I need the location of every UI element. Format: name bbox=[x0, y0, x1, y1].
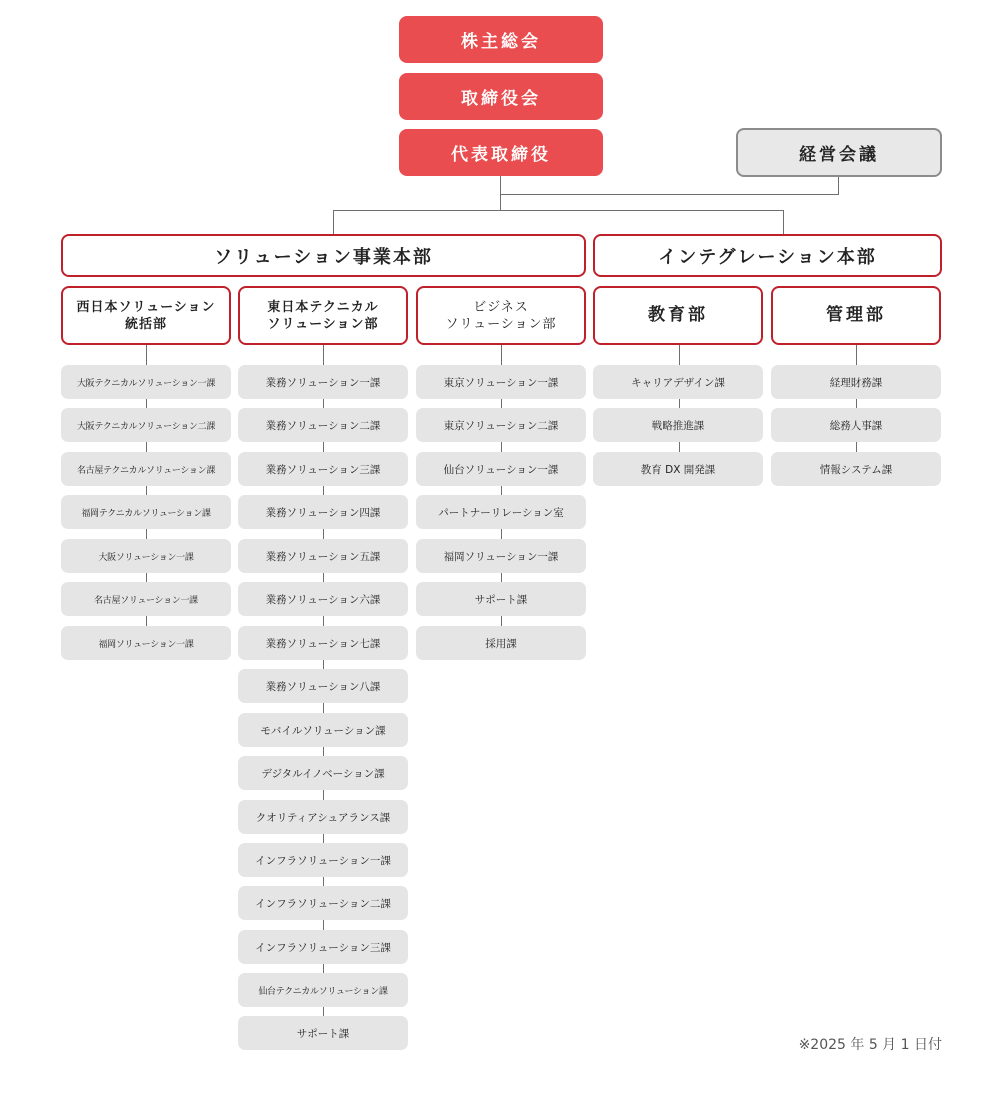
unit-east-12: インフラソリューション一課 bbox=[238, 843, 408, 877]
unit-east-10: デジタルイノベーション課 bbox=[238, 756, 408, 790]
east-japan-department-box bbox=[238, 286, 408, 345]
unit-business-1: 東京ソリューション一課 bbox=[416, 365, 586, 399]
connector-trunk bbox=[500, 176, 501, 210]
west-japan-department-line1: 西日本ソリューション bbox=[76, 299, 216, 315]
ceo-box: 代表取締役 bbox=[399, 129, 603, 176]
unit-west-3: 名古屋テクニカルソリューション課 bbox=[61, 452, 231, 486]
unit-east-1: 業務ソリューション一課 bbox=[238, 365, 408, 399]
connector-division-horizontal bbox=[333, 210, 784, 211]
board-of-directors-box: 取締役会 bbox=[399, 73, 603, 120]
unit-business-5: 福岡ソリューション一課 bbox=[416, 539, 586, 573]
unit-west-6: 名古屋ソリューション一課 bbox=[61, 582, 231, 616]
business-solution-department-box bbox=[416, 286, 586, 345]
west-japan-department-line2: 統括部 bbox=[124, 316, 167, 332]
east-japan-department-line1: 東日本テクニカル bbox=[267, 299, 379, 315]
integration-division-box: インテグレーション本部 bbox=[593, 234, 942, 277]
west-japan-department-box bbox=[61, 286, 231, 345]
connector-admin-column bbox=[856, 345, 857, 469]
unit-east-4: 業務ソリューション四課 bbox=[238, 495, 408, 529]
unit-education-1: キャリアデザイン課 bbox=[593, 365, 763, 399]
connector-integration-down bbox=[783, 210, 784, 235]
business-solution-department-line1: ビジネス bbox=[473, 299, 529, 315]
unit-east-7: 業務ソリューション七課 bbox=[238, 626, 408, 660]
unit-east-9: モバイルソリューション課 bbox=[238, 713, 408, 747]
unit-admin-1: 経理財務課 bbox=[771, 365, 941, 399]
unit-west-2: 大阪テクニカルソリューション二課 bbox=[61, 408, 231, 442]
unit-east-2: 業務ソリューション二課 bbox=[238, 408, 408, 442]
unit-east-11: クオリティアシュアランス課 bbox=[238, 800, 408, 834]
unit-admin-2: 総務人事課 bbox=[771, 408, 941, 442]
unit-education-3: 教育 DX 開発課 bbox=[593, 452, 763, 486]
east-japan-department-line2: ソリューション部 bbox=[267, 316, 379, 332]
unit-east-16: サポート課 bbox=[238, 1016, 408, 1050]
unit-business-4: パートナーリレーション室 bbox=[416, 495, 586, 529]
unit-east-13: インフラソリューション二課 bbox=[238, 886, 408, 920]
unit-education-2: 戦略推進課 bbox=[593, 408, 763, 442]
connector-solution-down bbox=[333, 210, 334, 235]
unit-east-5: 業務ソリューション五課 bbox=[238, 539, 408, 573]
shareholders-meeting-box: 株主総会 bbox=[399, 16, 603, 63]
unit-east-15: 仙台テクニカルソリューション課 bbox=[238, 973, 408, 1007]
admin-department-box: 管理部 bbox=[771, 286, 941, 345]
unit-east-14: インフラソリューション三課 bbox=[238, 930, 408, 964]
unit-business-3: 仙台ソリューション一課 bbox=[416, 452, 586, 486]
unit-east-8: 業務ソリューション八課 bbox=[238, 669, 408, 703]
connector-meeting-down bbox=[838, 176, 839, 194]
education-department-box: 教育部 bbox=[593, 286, 763, 345]
unit-east-6: 業務ソリューション六課 bbox=[238, 582, 408, 616]
unit-west-7: 福岡ソリューション一課 bbox=[61, 626, 231, 660]
as-of-date-note: ※2025 年 5 月 1 日付 bbox=[798, 1037, 942, 1053]
unit-west-5: 大阪ソリューション一課 bbox=[61, 539, 231, 573]
unit-east-3: 業務ソリューション三課 bbox=[238, 452, 408, 486]
unit-business-2: 東京ソリューション二課 bbox=[416, 408, 586, 442]
management-meeting-box: 経営会議 bbox=[736, 128, 942, 177]
unit-admin-3: 情報システム課 bbox=[771, 452, 941, 486]
solution-division-box: ソリューション事業本部 bbox=[61, 234, 586, 277]
unit-west-4: 福岡テクニカルソリューション課 bbox=[61, 495, 231, 529]
connector-education-column bbox=[679, 345, 680, 469]
unit-business-7: 採用課 bbox=[416, 626, 586, 660]
unit-business-6: サポート課 bbox=[416, 582, 586, 616]
business-solution-department-line2: ソリューション部 bbox=[445, 316, 557, 332]
connector-meeting-horizontal bbox=[500, 194, 839, 195]
unit-west-1: 大阪テクニカルソリューション一課 bbox=[61, 365, 231, 399]
